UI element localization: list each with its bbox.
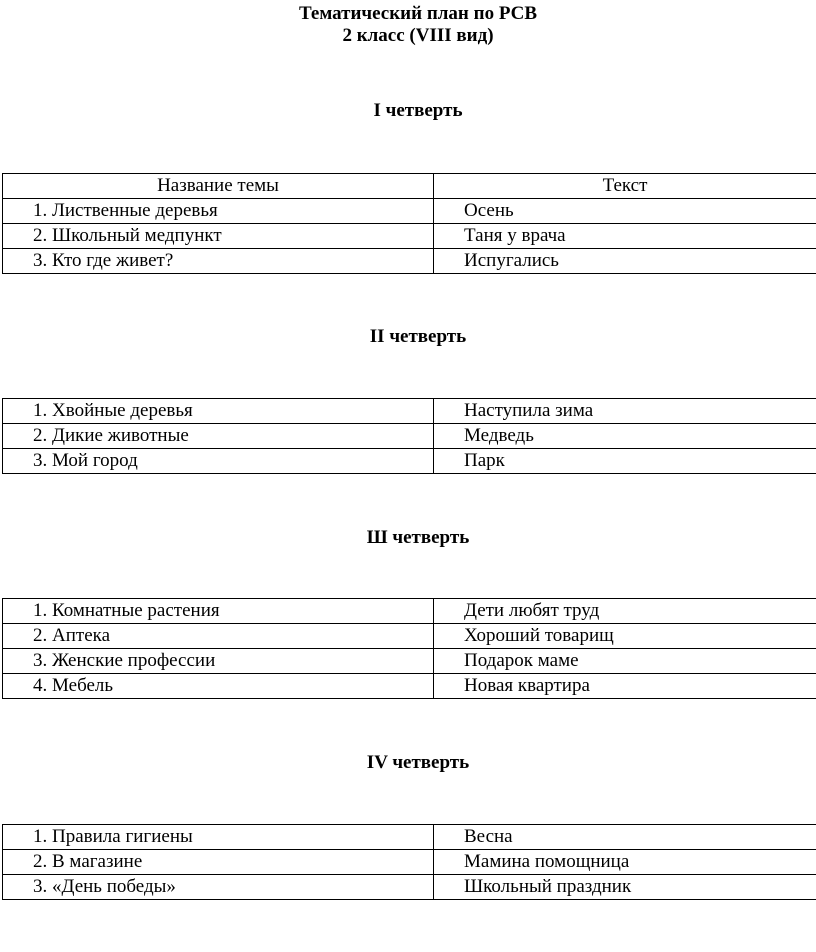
table-row	[3, 399, 816, 424]
table-row	[3, 875, 816, 900]
text-cell: Новая квартира	[434, 674, 816, 699]
header-topic: Название темы	[3, 174, 434, 199]
header-text: Текст	[434, 174, 816, 199]
topic-cell: 3. «День победы»	[3, 875, 434, 900]
table-row	[3, 449, 816, 474]
quarter-heading-2: II четверть	[369, 326, 467, 347]
text-cell: Хороший товарищ	[434, 624, 816, 649]
table-row	[3, 599, 816, 624]
topic-cell: 1. Комнатные растения	[3, 599, 434, 624]
topic-cell: 4. Мебель	[3, 674, 434, 699]
table-row	[3, 224, 816, 249]
table-row	[3, 424, 816, 449]
table-row	[3, 649, 816, 674]
text-cell: Таня у врача	[434, 224, 816, 249]
quarter-heading-1: I четверть	[373, 100, 463, 121]
quarter-table-4	[2, 824, 816, 900]
topic-cell: 3. Женские профессии	[3, 649, 434, 674]
table-row	[3, 249, 816, 274]
quarter-table-2	[2, 398, 816, 474]
text-cell: Подарок маме	[434, 649, 816, 674]
title-line-2: 2 класс (VIII вид)	[342, 25, 494, 46]
text-cell: Школьный праздник	[434, 875, 816, 900]
text-cell: Мамина помощница	[434, 850, 816, 875]
topic-cell: 2. Школьный медпункт	[3, 224, 434, 249]
text-cell: Дети любят труд	[434, 599, 816, 624]
text-cell: Медведь	[434, 424, 816, 449]
text-cell: Парк	[434, 449, 816, 474]
table-row	[3, 825, 816, 850]
topic-cell: 2. В магазине	[3, 850, 434, 875]
text-cell: Осень	[434, 199, 816, 224]
table-row	[3, 850, 816, 875]
topic-cell: 3. Мой город	[3, 449, 434, 474]
document-title	[0, 3, 816, 47]
quarter-heading-4: IV четверть	[366, 752, 470, 773]
quarter-heading-3: Ш четверть	[366, 527, 470, 548]
table-header-row	[3, 174, 816, 199]
topic-cell: 3. Кто где живет?	[3, 249, 434, 274]
topic-cell: 1. Хвойные деревья	[3, 399, 434, 424]
table-row	[3, 199, 816, 224]
text-cell: Испугались	[434, 249, 816, 274]
table-row	[3, 624, 816, 649]
text-cell: Весна	[434, 825, 816, 850]
topic-cell: 2. Дикие животные	[3, 424, 434, 449]
title-line-1: Тематический план по РСВ	[298, 3, 538, 24]
table-row	[3, 674, 816, 699]
topic-cell: 1. Лиственные деревья	[3, 199, 434, 224]
quarter-table-3	[2, 598, 816, 699]
topic-cell: 2. Аптека	[3, 624, 434, 649]
quarter-table-1	[2, 173, 816, 274]
topic-cell: 1. Правила гигиены	[3, 825, 434, 850]
text-cell: Наступила зима	[434, 399, 816, 424]
